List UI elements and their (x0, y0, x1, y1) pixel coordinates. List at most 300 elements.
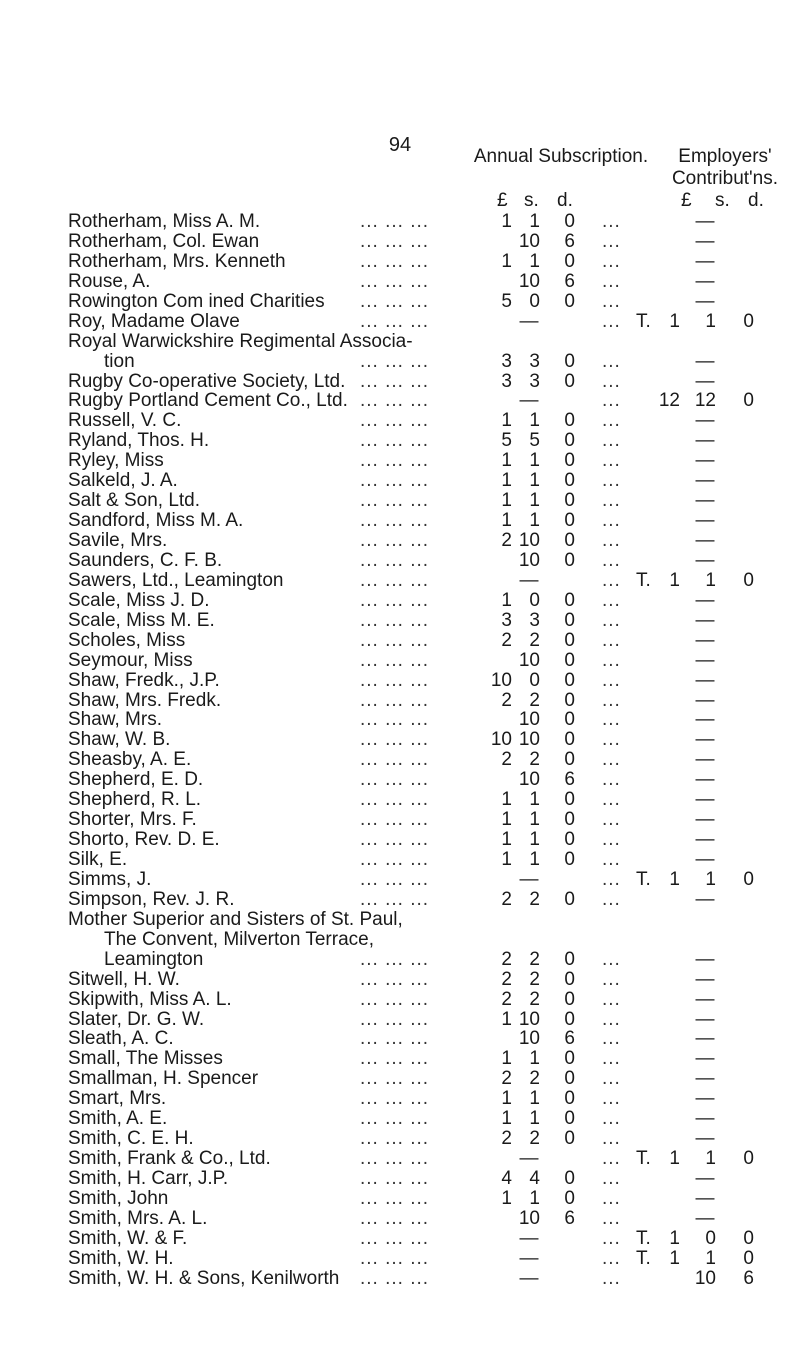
dot-leader: ... (602, 270, 621, 292)
subscriber-name: Simms, J. (68, 868, 152, 890)
employers-dash: — (695, 589, 715, 611)
subscriber-name: Rugby Co-operative Society, Ltd. (68, 370, 346, 392)
annual-pounds: 1 (501, 589, 512, 611)
subscriber-name: Ryley, Miss (68, 450, 164, 472)
dot-leader: ... ... ... (360, 1088, 430, 1110)
subscriber-name: Sawers, Ltd., Leamington (68, 569, 284, 591)
dot-leader: ... (602, 1168, 621, 1189)
dot-leader: ... (602, 1267, 621, 1289)
annual-pence: 0 (564, 350, 575, 372)
list-item (0, 431, 800, 451)
annual-unit-pounds: £ (497, 190, 508, 211)
employers-pounds: 1 (669, 1227, 680, 1249)
annual-shillings: 1 (529, 1187, 540, 1209)
employers-type: T. (636, 1148, 651, 1170)
dot-leader: ... ... ... (360, 250, 430, 272)
annual-pounds: 1 (501, 450, 512, 472)
employers-dash: — (695, 948, 715, 970)
list-item (0, 810, 800, 830)
dot-leader: ... ... ... (360, 450, 430, 472)
annual-shillings: 0 (529, 669, 540, 691)
annual-pence: 0 (564, 470, 575, 492)
employers-pounds: 1 (669, 310, 680, 332)
annual-shillings: 1 (529, 789, 540, 811)
subscriber-name: Rugby Portland Cement Co., Ltd. (68, 390, 348, 412)
annual-pence: 0 (564, 1187, 575, 1209)
list-item (0, 691, 800, 711)
subscriber-name: Sheasby, A. E. (68, 749, 192, 771)
dot-leader: ... ... ... (360, 310, 430, 332)
list-item (0, 1129, 800, 1149)
subscriber-name: Rouse, A. (68, 270, 151, 292)
annual-pounds: 3 (501, 370, 512, 392)
list-item (0, 651, 800, 671)
subscriber-name: Smallman, H. Spencer (68, 1068, 259, 1090)
employers-dash: — (695, 1128, 715, 1150)
dot-leader: ... (602, 789, 621, 811)
annual-pounds: 2 (501, 948, 512, 970)
dot-leader: ... ... ... (360, 350, 430, 372)
annual-pence: 0 (564, 250, 575, 272)
list-item (0, 292, 800, 312)
annual-pence: 0 (564, 1088, 575, 1110)
subscriber-name: Smith, W. H. & Sons, Kenilworth (68, 1267, 340, 1289)
subscriber-name: Scale, Miss M. E. (68, 609, 215, 631)
employers-dash: — (695, 609, 715, 631)
list-item (0, 551, 800, 571)
dot-leader: ... (602, 888, 621, 910)
annual-pence: 0 (564, 1048, 575, 1070)
annual-pounds: 1 (501, 809, 512, 831)
dot-leader: ... ... ... (360, 789, 430, 811)
annual-shillings: 3 (529, 370, 540, 392)
dot-leader: ... ... ... (360, 430, 430, 452)
dot-leader: ... (602, 689, 621, 711)
employers-dash: — (695, 1068, 715, 1090)
annual-pence: 0 (564, 948, 575, 970)
employers-pence: 0 (743, 1148, 754, 1170)
dot-leader: ... ... ... (360, 410, 430, 432)
annual-pounds: 3 (501, 350, 512, 372)
dot-leader: ... ... ... (360, 1008, 430, 1030)
annual-pence: 0 (564, 609, 575, 631)
subscriber-name: Shaw, Mrs. (68, 709, 162, 731)
list-item (0, 372, 800, 392)
annual-shillings: 1 (529, 809, 540, 831)
employers-pence: 0 (743, 1247, 754, 1269)
list-item (0, 212, 800, 232)
dot-leader: ... ... ... (360, 470, 430, 492)
annual-shillings: 10 (518, 1028, 540, 1050)
annual-pence: 0 (564, 490, 575, 512)
annual-unit-shillings: s. (524, 190, 539, 211)
annual-pence: 0 (564, 749, 575, 771)
subscriber-name: Smith, C. E. H. (68, 1128, 194, 1150)
dot-leader: ... ... ... (360, 1227, 430, 1249)
employers-pounds: 1 (669, 1247, 680, 1269)
subscriber-name: Roy, Madame Olave (68, 310, 240, 332)
employers-pence: 0 (743, 390, 754, 412)
dot-leader: ... ... ... (360, 490, 430, 512)
dot-leader: ... (602, 1068, 621, 1090)
list-item (0, 332, 800, 352)
dot-leader: ... ... ... (360, 1068, 430, 1090)
annual-pounds: 2 (501, 968, 512, 990)
annual-pence: 0 (564, 430, 575, 452)
annual-pounds: 5 (501, 430, 512, 452)
employers-type: T. (636, 1247, 651, 1269)
annual-pence: 6 (564, 270, 575, 292)
list-item (0, 591, 800, 611)
employers-dash: — (695, 709, 715, 731)
annual-pounds: 2 (501, 1128, 512, 1150)
list-item (0, 750, 800, 770)
employers-dash: — (695, 430, 715, 452)
dot-leader: ... (602, 290, 621, 312)
dot-leader: ... ... ... (360, 530, 430, 551)
employers-dash: — (695, 809, 715, 831)
annual-shillings: 2 (529, 749, 540, 771)
annual-pence: 0 (564, 589, 575, 611)
subscriber-name: Smith, Mrs. A. L. (68, 1207, 208, 1229)
dot-leader: ... (602, 609, 621, 631)
annual-pence: 0 (564, 649, 575, 671)
list-item (0, 1049, 800, 1069)
annual-pence: 0 (564, 290, 575, 312)
dot-leader: ... (602, 569, 621, 591)
dot-leader: ... (602, 549, 621, 571)
annual-shillings: 0 (529, 290, 540, 312)
annual-shillings: 10 (518, 1008, 540, 1030)
employers-dash: — (695, 1088, 715, 1110)
annual-pounds: 2 (501, 888, 512, 910)
list-item (0, 611, 800, 631)
employers-dash: — (695, 230, 715, 252)
dot-leader: ... (602, 729, 621, 751)
annual-pence: 0 (564, 1008, 575, 1030)
annual-pence: 0 (564, 1068, 575, 1090)
employers-shillings: 1 (705, 1247, 716, 1269)
employers-dash: — (695, 888, 715, 910)
annual-dash: — (519, 569, 539, 591)
dot-leader: ... (602, 829, 621, 851)
dot-leader: ... ... ... (360, 809, 430, 831)
annual-shillings: 3 (529, 609, 540, 631)
annual-pounds: 1 (501, 470, 512, 492)
employers-shillings: 0 (705, 1227, 716, 1249)
list-item (0, 1069, 800, 1089)
subscriber-name: Shepherd, E. D. (68, 769, 204, 791)
annual-shillings: 1 (529, 490, 540, 512)
subscriber-name: Smith, John (68, 1187, 169, 1209)
employers-type: T. (636, 310, 651, 332)
dot-leader: ... (602, 1108, 621, 1130)
dot-leader: ... ... ... (360, 1187, 430, 1209)
dot-leader: ... ... ... (360, 849, 430, 870)
dot-leader: ... ... ... (360, 649, 430, 671)
annual-pounds: 3 (501, 609, 512, 631)
employers-dash: — (695, 1048, 715, 1070)
annual-pence: 0 (564, 1168, 575, 1189)
employers-dash: — (695, 749, 715, 771)
annual-pounds: 1 (501, 250, 512, 272)
dot-leader: ... (602, 1028, 621, 1050)
annual-shillings: 1 (529, 1088, 540, 1110)
annual-shillings: 3 (529, 350, 540, 372)
list-item (0, 531, 800, 551)
annual-pounds: 1 (501, 1187, 512, 1209)
list-item (0, 1209, 800, 1229)
annual-pence: 0 (564, 809, 575, 831)
dot-leader: ... (602, 390, 621, 412)
employers-dash: — (695, 1028, 715, 1050)
dot-leader: ... (602, 410, 621, 432)
employers-dash: — (695, 211, 715, 232)
dot-leader: ... ... ... (360, 968, 430, 990)
employers-dash: — (695, 629, 715, 651)
dot-leader: ... (602, 1227, 621, 1249)
annual-pence: 0 (564, 1128, 575, 1150)
employers-type: T. (636, 569, 651, 591)
subscriber-name: Smith, H. Carr, J.P. (68, 1168, 229, 1189)
annual-shillings: 1 (529, 410, 540, 432)
dot-leader: ... ... ... (360, 290, 430, 312)
dot-leader: ... (602, 530, 621, 551)
annual-shillings: 1 (529, 1048, 540, 1070)
subscriber-name: Scholes, Miss (68, 629, 186, 651)
annual-pounds: 2 (501, 988, 512, 1010)
list-item (0, 850, 800, 870)
list-item (0, 990, 800, 1010)
list-item (0, 1109, 800, 1129)
dot-leader: ... ... ... (360, 609, 430, 631)
dot-leader: ... ... ... (360, 1247, 430, 1269)
annual-shillings: 1 (529, 250, 540, 272)
annual-pence: 0 (564, 510, 575, 532)
annual-dash: — (519, 868, 539, 890)
annual-shillings: 2 (529, 968, 540, 990)
dot-leader: ... ... ... (360, 1267, 430, 1289)
dot-leader: ... (602, 350, 621, 372)
employers-dash: — (695, 789, 715, 811)
dot-leader: ... (602, 769, 621, 791)
subscriber-name: Mother Superior and Sisters of St. Paul, (68, 908, 403, 930)
annual-pounds: 2 (501, 749, 512, 771)
employers-dash: — (695, 829, 715, 851)
subscriber-name: Ryland, Thos. H. (68, 430, 210, 452)
annual-pounds: 1 (501, 490, 512, 512)
annual-pence: 6 (564, 230, 575, 252)
annual-shillings: 10 (518, 270, 540, 292)
dot-leader: ... ... ... (360, 1048, 430, 1070)
list-item (0, 411, 800, 431)
annual-pence: 0 (564, 450, 575, 472)
dot-leader: ... (602, 1207, 621, 1229)
annual-pounds: 1 (501, 1008, 512, 1030)
annual-shillings: 2 (529, 988, 540, 1010)
dot-leader: ... (602, 230, 621, 252)
dot-leader: ... (602, 948, 621, 970)
subscriber-name: Small, The Misses (68, 1048, 223, 1070)
subscriber-name: The Convent, Milverton Terrace, (104, 928, 374, 950)
employers-pounds: 1 (669, 1148, 680, 1170)
annual-pounds: 1 (501, 510, 512, 532)
list-item (0, 272, 800, 292)
annual-shillings: 10 (518, 230, 540, 252)
list-item (0, 571, 800, 591)
employers-pence: 0 (743, 569, 754, 591)
employers-contributions-header: Employers' Contribut'ns. (671, 146, 779, 189)
list-item (0, 830, 800, 850)
annual-dash: — (519, 1227, 539, 1249)
annual-dash: — (519, 1247, 539, 1269)
list-item (0, 352, 800, 372)
annual-dash: — (519, 1267, 539, 1289)
annual-shillings: 2 (529, 1128, 540, 1150)
employers-dash: — (695, 370, 715, 392)
subscriber-name: Simpson, Rev. J. R. (68, 888, 235, 910)
dot-leader: ... ... ... (360, 948, 430, 970)
annual-shillings: 1 (529, 211, 540, 232)
annual-pounds: 4 (501, 1168, 512, 1189)
employers-dash: — (695, 729, 715, 751)
dot-leader: ... (602, 510, 621, 532)
annual-pence: 0 (564, 211, 575, 232)
annual-pounds: 1 (501, 1048, 512, 1070)
dot-leader: ... ... ... (360, 829, 430, 851)
dot-leader: ... ... ... (360, 729, 430, 751)
subscriber-name: Shepherd, R. L. (68, 789, 202, 811)
subscriber-name: Rotherham, Miss A. M. (68, 211, 261, 232)
dot-leader: ... (602, 1187, 621, 1209)
employers-shillings: 1 (705, 569, 716, 591)
list-item (0, 511, 800, 531)
annual-pence: 0 (564, 669, 575, 691)
subscriber-name: Shaw, W. B. (68, 729, 171, 751)
list-item (0, 790, 800, 810)
dot-leader: ... (602, 809, 621, 831)
subscriber-name: Sandford, Miss M. A. (68, 510, 244, 532)
annual-pounds: 1 (501, 829, 512, 851)
list-item (0, 471, 800, 491)
dot-leader: ... ... ... (360, 709, 430, 731)
dot-leader: ... ... ... (360, 1128, 430, 1150)
list-item (0, 950, 800, 970)
list-item (0, 232, 800, 252)
annual-shillings: 2 (529, 888, 540, 910)
subscriber-name: Smart, Mrs. (68, 1088, 167, 1110)
annual-pence: 0 (564, 709, 575, 731)
subscriber-name: Smith, W. H. (68, 1247, 174, 1269)
subscriber-name: Savile, Mrs. (68, 530, 168, 551)
annual-shillings: 2 (529, 689, 540, 711)
subscriber-name: Salt & Son, Ltd. (68, 490, 201, 512)
dot-leader: ... (602, 490, 621, 512)
subscriber-name: Slater, Dr. G. W. (68, 1008, 205, 1030)
list-item (0, 1029, 800, 1049)
annual-pounds: 1 (501, 1108, 512, 1130)
list-item (0, 770, 800, 790)
dot-leader: ... ... ... (360, 769, 430, 791)
list-item (0, 391, 800, 411)
employers-shillings: 1 (705, 1148, 716, 1170)
annual-shillings: 10 (518, 649, 540, 671)
dot-leader: ... ... ... (360, 589, 430, 611)
annual-pounds: 10 (490, 729, 512, 751)
list-item (0, 1089, 800, 1109)
subscriber-name: Leamington (104, 948, 204, 970)
employers-dash: — (695, 1008, 715, 1030)
dot-leader: ... (602, 310, 621, 332)
annual-shillings: 2 (529, 948, 540, 970)
dot-leader: ... (602, 370, 621, 392)
employers-shillings: 1 (705, 868, 716, 890)
employers-shillings: 1 (705, 310, 716, 332)
subscriber-name: Shorto, Rev. D. E. (68, 829, 220, 851)
subscriber-name: Shaw, Fredk., J.P. (68, 669, 220, 691)
dot-leader: ... ... ... (360, 549, 430, 571)
dot-leader: ... (602, 849, 621, 870)
annual-shillings: 2 (529, 1068, 540, 1090)
employers-shillings: 12 (694, 390, 716, 412)
employers-dash: — (695, 769, 715, 791)
list-item (0, 970, 800, 990)
annual-pounds: 2 (501, 689, 512, 711)
employers-shillings: 10 (694, 1267, 716, 1289)
annual-pence: 6 (564, 769, 575, 791)
annual-dash: — (519, 390, 539, 412)
employers-dash: — (695, 1187, 715, 1209)
annual-dash: — (519, 1148, 539, 1170)
dot-leader: ... (602, 1048, 621, 1070)
dot-leader: ... (602, 968, 621, 990)
dot-leader: ... (602, 211, 621, 232)
list-item (0, 1269, 800, 1289)
list-item (0, 1169, 800, 1189)
subscriber-name: Smith, W. & F. (68, 1227, 188, 1249)
subscriber-name: Rowington Com ined Charities (68, 290, 325, 312)
list-item (0, 631, 800, 651)
employers-type: T. (636, 1227, 651, 1249)
list-item (0, 890, 800, 910)
employers-dash: — (695, 250, 715, 272)
subscriber-name: Smith, A. E. (68, 1108, 168, 1130)
annual-pence: 0 (564, 888, 575, 910)
dot-leader: ... ... ... (360, 1207, 430, 1229)
annual-pence: 0 (564, 729, 575, 751)
list-item (0, 1249, 800, 1269)
employers-dash: — (695, 849, 715, 870)
subscriber-name: Shaw, Mrs. Fredk. (68, 689, 222, 711)
annual-pounds: 1 (501, 1088, 512, 1110)
employers-dash: — (695, 988, 715, 1010)
employers-dash: — (695, 968, 715, 990)
annual-pounds: 10 (490, 669, 512, 691)
annual-pence: 0 (564, 549, 575, 571)
employers-pounds: 1 (669, 569, 680, 591)
annual-pence: 0 (564, 629, 575, 651)
employers-dash: — (695, 510, 715, 532)
dot-leader: ... (602, 430, 621, 452)
list-item (0, 870, 800, 890)
subscriber-list (0, 212, 800, 1289)
annual-pence: 0 (564, 968, 575, 990)
employers-unit-pence: d. (748, 190, 764, 211)
annual-pence: 0 (564, 829, 575, 851)
subscriber-name: Royal Warwickshire Regimental Associa- (68, 330, 413, 352)
list-item (0, 1229, 800, 1249)
dot-leader: ... (602, 988, 621, 1010)
